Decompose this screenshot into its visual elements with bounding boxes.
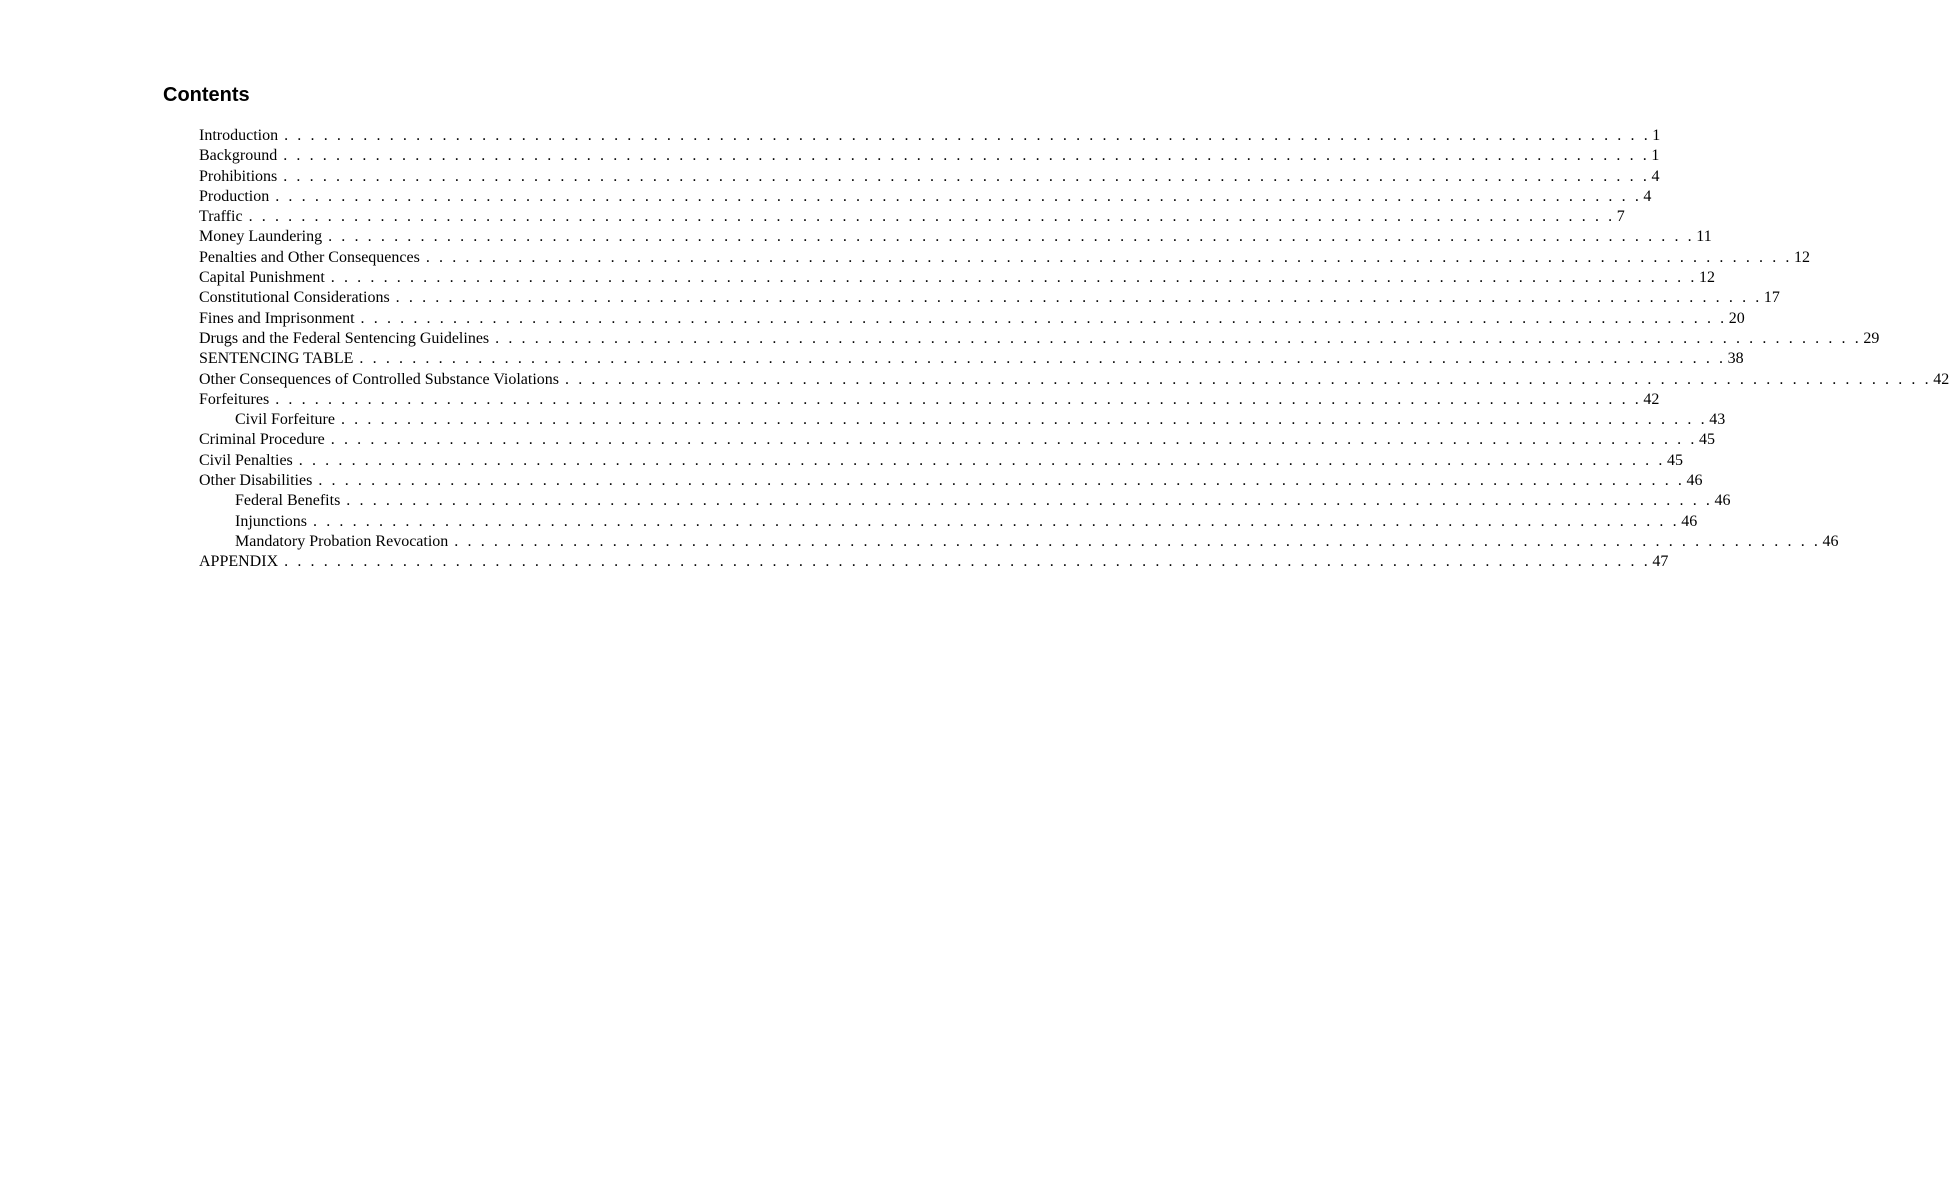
toc-entry-title: Constitutional Considerations (199, 289, 390, 307)
toc-entry[interactable] (199, 146, 1660, 166)
toc-dot-leader: . . . . . . . . . . . . . . . . . . . . . . . . . . . . . . . . . . . . . . . . . . . . . . . . . . . . . . . . . . . . . . . . . . . . . . . . . . . . . . . . . . . . . . . . . . . . . . . . . . . . . . . . (298, 451, 1665, 469)
toc-entry[interactable] (199, 451, 1683, 471)
toc-entry-title: Forfeitures (199, 390, 270, 408)
toc-entry[interactable] (199, 430, 1715, 450)
toc-dot-leader: . . . . . . . . . . . . . . . . . . . . . . . . . . . . . . . . . . . . . . . . . . . . . . . . . . . . . . . . . . . . . . . . . . . . . . . . . . . . . . . . . . . . . . . . . . . . . . . . . . . . . . . . (340, 411, 1708, 429)
toc-entry[interactable] (199, 329, 1880, 349)
toc-entry[interactable] (199, 390, 1660, 410)
toc-dot-leader: . . . . . . . . . . . . . . . . . . . . . . . . . . . . . . . . . . . . . . . . . . . . . . . . . . . . . . . . . . . . . . . . . . . . . . . . . . . . . . . . . . . . . . . . . . . . . . . . . . . . . . . . (425, 248, 1793, 266)
toc-dot-leader: . . . . . . . . . . . . . . . . . . . . . . . . . . . . . . . . . . . . . . . . . . . . . . . . . . . . . . . . . . . . . . . . . . . . . . . . . . . . . . . . . . . . . . . . . . . . . . . . . . . . . . . . (284, 553, 1651, 571)
toc-entry[interactable] (199, 268, 1715, 288)
toc-entry-title: Prohibitions (199, 167, 278, 185)
toc-dot-leader: . . . . . . . . . . . . . . . . . . . . . . . . . . . . . . . . . . . . . . . . . . . . . . . . . . . . . . . . . . . . . . . . . . . . . . . . . . . . . . . . . . . . . . . . . . . . . . . . . . . . . . . . (495, 329, 1862, 347)
toc-entry-title: Civil Penalties (199, 451, 293, 469)
toc-entry-page-number: 45 (1698, 431, 1715, 449)
toc-dot-leader: . . . . . . . . . . . . . . . . . . . . . . . . . . . . . . . . . . . . . . . . . . . . . . . . . . . . . . . . . . . . . . . . . . . . . . . . . . . . . . . . . . . . . . . . . . . . . . . . . . . . . . . . (330, 269, 1697, 287)
toc-dot-leader: . . . . . . . . . . . . . . . . . . . . . . . . . . . . . . . . . . . . . . . . . . . . . . . . . . . . . . . . . . . . . . . . . . . . . . . . . . . . . . . . . . . . . . . . . . . . . . . . . . . . . . . . (346, 492, 1713, 510)
toc-entry-page-number: 12 (1698, 269, 1715, 287)
toc-entry-page-number: 12 (1794, 248, 1811, 266)
toc-entry[interactable] (199, 349, 1744, 369)
toc-entry-page-number: 1 (1651, 147, 1660, 165)
toc-entry[interactable] (199, 410, 1726, 430)
toc-entry[interactable] (199, 491, 1731, 511)
toc-entry-title: Civil Forfeiture (235, 411, 335, 429)
toc-entry-title: Money Laundering (199, 228, 323, 246)
toc-dot-leader: . . . . . . . . . . . . . . . . . . . . . . . . . . . . . . . . . . . . . . . . . . . . . . . . . . . . . . . . . . . . . . . . . . . . . . . . . . . . . . . . . . . . . . . . . . . . . . . . . . . . . . . . (395, 289, 1762, 307)
toc-entry-title: Criminal Procedure (199, 431, 325, 449)
toc-entry-page-number: 46 (1822, 532, 1839, 550)
toc-entry[interactable] (199, 227, 1712, 247)
toc-dot-leader: . . . . . . . . . . . . . . . . . . . . . . . . . . . . . . . . . . . . . . . . . . . . . . . . . . . . . . . . . . . . . . . . . . . . . . . . . . . . . . . . . . . . . . . . . . . . . . . . . . . . . . . . (454, 532, 1821, 550)
toc-dot-leader: . . . . . . . . . . . . . . . . . . . . . . . . . . . . . . . . . . . . . . . . . . . . . . . . . . . . . . . . . . . . . . . . . . . . . . . . . . . . . . . . . . . . . . . . . . . . . . . . . . . . . . . . (565, 370, 1932, 388)
table-of-contents (199, 126, 1949, 573)
toc-entry-page-number: 45 (1666, 451, 1683, 469)
toc-entry-page-number: 7 (1616, 208, 1625, 226)
toc-entry-title: Federal Benefits (235, 492, 341, 510)
toc-entry[interactable] (199, 167, 1660, 187)
toc-entry-title: Introduction (199, 127, 279, 144)
toc-entry-page-number: 29 (1863, 329, 1880, 347)
toc-dot-leader: . . . . . . . . . . . . . . . . . . . . . . . . . . . . . . . . . . . . . . . . . . . . . . . . . . . . . . . . . . . . . . . . . . . . . . . . . . . . . . . . . . . . . . . . . . . . . . . . . . . . . . . . (275, 390, 1642, 408)
toc-entry-title: Background (199, 147, 278, 165)
toc-entry[interactable] (199, 126, 1661, 146)
toc-entry-page-number: 46 (1714, 492, 1731, 510)
toc-entry[interactable] (199, 471, 1703, 491)
toc-dot-leader: . . . . . . . . . . . . . . . . . . . . . . . . . . . . . . . . . . . . . . . . . . . . . . . . . . . . . . . . . . . . . . . . . . . . . . . . . . . . . . . . . . . . . . . . . . . . . . . . . . . . . . . . (283, 167, 1650, 185)
toc-entry-page-number: 42 (1643, 390, 1660, 408)
toc-entry-title: Drugs and the Federal Sentencing Guidelines (199, 329, 490, 347)
toc-entry-page-number: 46 (1686, 472, 1703, 490)
toc-dot-leader: . . . . . . . . . . . . . . . . . . . . . . . . . . . . . . . . . . . . . . . . . . . . . . . . . . . . . . . . . . . . . . . . . . . . . . . . . . . . . . . . . . . . . . . . . . . . . . . . . . . . . . . . (275, 187, 1642, 205)
toc-entry-title: Penalties and Other Consequences (199, 248, 420, 266)
contents-heading: Contents (163, 84, 250, 106)
toc-entry-title: Mandatory Probation Revocation (235, 532, 449, 550)
toc-entry[interactable] (199, 512, 1698, 532)
toc-entry-page-number: 20 (1728, 309, 1745, 327)
toc-entry-title: Fines and Imprisonment (199, 309, 355, 327)
toc-entry[interactable] (199, 187, 1652, 207)
toc-entry-page-number: 4 (1643, 187, 1652, 205)
toc-dot-leader: . . . . . . . . . . . . . . . . . . . . . . . . . . . . . . . . . . . . . . . . . . . . . . . . . . . . . . . . . . . . . . . . . . . . . . . . . . . . . . . . . . . . . . . . . . . . . . . . . . . . . . . . (284, 127, 1651, 144)
toc-entry-title: SENTENCING TABLE (199, 350, 354, 368)
toc-entry-page-number: 38 (1727, 350, 1744, 368)
toc-entry-page-number: 47 (1652, 553, 1669, 571)
toc-entry[interactable] (199, 552, 1669, 572)
toc-entry[interactable] (199, 248, 1811, 268)
toc-entry-page-number: 1 (1652, 127, 1661, 144)
toc-entry-title: Other Consequences of Controlled Substance Violations (199, 370, 560, 388)
toc-entry-page-number: 17 (1763, 289, 1780, 307)
toc-entry[interactable] (199, 370, 1949, 390)
toc-entry[interactable] (199, 309, 1745, 329)
toc-entry-title: Injunctions (235, 512, 307, 530)
toc-dot-leader: . . . . . . . . . . . . . . . . . . . . . . . . . . . . . . . . . . . . . . . . . . . . . . . . . . . . . . . . . . . . . . . . . . . . . . . . . . . . . . . . . . . . . . . . . . . . . . . . . . . . . . . . (283, 147, 1650, 165)
toc-entry-title: Capital Punishment (199, 269, 325, 287)
toc-entry[interactable] (199, 288, 1780, 308)
toc-dot-leader: . . . . . . . . . . . . . . . . . . . . . . . . . . . . . . . . . . . . . . . . . . . . . . . . . . . . . . . . . . . . . . . . . . . . . . . . . . . . . . . . . . . . . . . . . . . . . . . . . . . . . . . . (330, 431, 1697, 449)
toc-dot-leader: . . . . . . . . . . . . . . . . . . . . . . . . . . . . . . . . . . . . . . . . . . . . . . . . . . . . . . . . . . . . . . . . . . . . . . . . . . . . . . . . . . . . . . . . . . . . . . . . . . . . . . . . (313, 512, 1680, 530)
toc-entry-title: Production (199, 187, 270, 205)
toc-entry-title: APPENDIX (199, 553, 279, 571)
toc-entry-page-number: 42 (1933, 370, 1949, 388)
toc-entry-page-number: 46 (1681, 512, 1698, 530)
toc-dot-leader: . . . . . . . . . . . . . . . . . . . . . . . . . . . . . . . . . . . . . . . . . . . . . . . . . . . . . . . . . . . . . . . . . . . . . . . . . . . . . . . . . . . . . . . . . . . . . . . . . . . . . . . . (248, 208, 1615, 226)
toc-entry-page-number: 43 (1709, 411, 1726, 429)
toc-entry-title: Traffic (199, 208, 243, 226)
toc-entry[interactable] (199, 532, 1839, 552)
toc-dot-leader: . . . . . . . . . . . . . . . . . . . . . . . . . . . . . . . . . . . . . . . . . . . . . . . . . . . . . . . . . . . . . . . . . . . . . . . . . . . . . . . . . . . . . . . . . . . . . . . . . . . . . . . . (360, 309, 1727, 327)
toc-entry-page-number: 11 (1696, 228, 1712, 246)
toc-dot-leader: . . . . . . . . . . . . . . . . . . . . . . . . . . . . . . . . . . . . . . . . . . . . . . . . . . . . . . . . . . . . . . . . . . . . . . . . . . . . . . . . . . . . . . . . . . . . . . . . . . . . . . . . (359, 350, 1726, 368)
toc-entry-title: Other Disabilities (199, 472, 313, 490)
toc-entry[interactable] (199, 207, 1625, 227)
toc-dot-leader: . . . . . . . . . . . . . . . . . . . . . . . . . . . . . . . . . . . . . . . . . . . . . . . . . . . . . . . . . . . . . . . . . . . . . . . . . . . . . . . . . . . . . . . . . . . . . . . . . . . . . . . . (328, 228, 1695, 246)
toc-dot-leader: . . . . . . . . . . . . . . . . . . . . . . . . . . . . . . . . . . . . . . . . . . . . . . . . . . . . . . . . . . . . . . . . . . . . . . . . . . . . . . . . . . . . . . . . . . . . . . . . . . . . . . . . (318, 472, 1685, 490)
toc-entry-page-number: 4 (1651, 167, 1660, 185)
